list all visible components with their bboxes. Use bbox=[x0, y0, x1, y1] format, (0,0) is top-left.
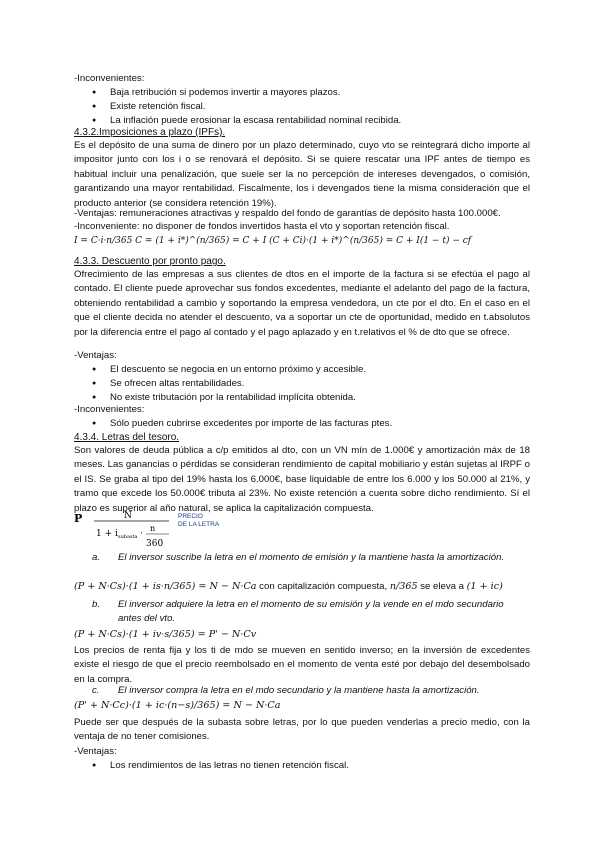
formula-exp: n bbox=[150, 524, 156, 533]
section-heading-432: 4.3.2.Imposiciones a plazo (IPFs). bbox=[74, 127, 226, 138]
formula-360: 360 bbox=[146, 539, 164, 549]
case-b bbox=[92, 598, 518, 626]
inconveniente-line: -Inconveniente: no disponer de fondos invertidos hasta el vto y soportan retención fiscal. bbox=[74, 221, 450, 232]
paragraph: Los precios de renta fija y los ti de mdo se mueven en sentido inverso; en la inversión de excedentes existe el riesgo de que el precio reembolsado en el momento de venta esté por debajo del desembolsado en la compra. bbox=[74, 645, 530, 685]
inconvenientes-title: -Inconvenientes: bbox=[74, 404, 145, 415]
formula-num: N bbox=[124, 511, 132, 521]
document-page: -Inconvenientes: Baja retribución si podemos invertir a mayores plazos. Existe retención fiscal. La inflación puede erosionar la escasa rentabilidad nominal recibida. 4.3.2.Imposiciones a plazo (IPFs). Es el depósito de una suma de dinero por un plazo determinado, cuyo vto se reintegrará dicho importe al impositor junto con los i o se renovará el depósito. Si se quiere rescatar una IPF antes de tiempo es habitual incluir una penalización, que suele ser la no percepción de intereses devengados, o comisión, garantizando una mayor rentabilidad. Fiscalmente, los i devengados tiene la misma consideración que el producto anterior (se considera retención 19%). -Ventajas: remuneraciones atractivas y respaldo del fondo de garantías de depósito hasta 100.000€. -Inconveniente: no disponer de fondos invertidos hasta el vto y soportan retención fiscal. I = C·i·n/365 C = (1 + i*)^(n/365) = C + I (C + Ci)·(1 + i*)^(n/365) = C + I(1 − t) − cf 4.3.3. Descuento por pronto pago. Ofrecimiento de las empresas a sus clientes de dtos en el importe de la factura si se efectúa el pago al contado. El cliente puede aprovechar sus fondos excedentes, mediante el adelanto del pago de la factura, obteniendo rentabilidad a cambio y soportando la empresa vendedora, un cte por el dto. En el caso en el que el cliente decida no atender el descuento, va a soportar un cte de oportunidad, medido en t.absolutos por la diferencia entre el pago al contado y el pago aplazado y en t.relativos el % de dto que se ofrece. -Ventajas: El descuento se negocia en un entorno próximo y accesible. Se ofrecen altas rentabilidades. No existe tributación por la rentabilidad implícita obtenida. -Inconvenientes: Sólo pueden cubrirse excedentes por importe de las facturas ptes. 4.3.4. Letras del tesoro. Son valores de deuda pública a c/p emitidos al dto, con un VN mín de 1.000€ y amortización máx de 18 meses. Las ganancias o pérdidas se consideran rendimiento de capital mobiliario y están sujetas al IRPF o el IS. Se graba al tipo del 19% hasta los 6.000€, base liquidable de entre los 6.000 y los 50.000 al 21%, y tramo que excede los 50.000€ tributa al 23%. No existe retención a cuenta sobre dicho rendimiento. Sí el plazo es superior al año natural, se aplica la capitalización compuesta. P N n 1 + i subasta · 360 PRECIO DE LA LETRA a. El inversor suscribe la letra en el momento de emisión y la mantiene hasta la amortización. (P + N·Cs)·(1 + is·n/365) = N − N·Ca con capitalización compuesta, n/365 se eleva a (1 + ic) b. El inversor adquiere la letra en el momento de su emisión y la vende en el mdo secundario antes del vto. (P + N·Cs)·(1 + iv·s/365) = P' − N·Cv Los precios de renta fija y los ti de mdo se mueven en sentido inverso; en la inversión de excedentes existe el riesgo de que el precio reembolsado en el momento de venta esté por debajo del desembolsado en la compra. c. El inversor compra la letra en el mdo secundario y la mantiene hasta la amortización. (P' + N·Cc)·(1 + ic·(n−s)/365) = N − N·Ca Puede ser que después de la subasta sobre letras, por lo que pueden venderlas a precio medio, con la ventaja de no tener comisiones. -Ventajas: Los rendimientos de las letras no tienen retención fiscal. bbox=[74, 73, 530, 771]
section-heading-433: 4.3.3. Descuento por pronto pago. bbox=[74, 256, 226, 267]
case-c-text: El inversor compra la letra en el mdo secundario y la mantiene hasta la amortización. bbox=[118, 685, 480, 696]
case-c-formula: (P' + N·Cc)·(1 + ic·(n−s)/365) = N − N·Ca bbox=[74, 700, 281, 711]
paragraph: Son valores de deuda pública a c/p emitidos al dto, con un VN mín de 1.000€ y amortización máx de 18 meses. Las ganancias o pérdidas se consideran rendimiento de capital mobiliario y están sujetas al IRPF o el IS. Se graba al tipo del 19% hasta los 6.000€, base liquidable de entre los 6.000 y los 50.000 al 21%, y tramo que excede los 50.000€ tributa al 23%. No existe retención a cuenta sobre dicho rendimiento. Sí el plazo es superior al año natural, se aplica la capitalización compuesta. bbox=[74, 445, 530, 514]
case-b-label: b. bbox=[92, 599, 101, 610]
case-a-text: El inversor suscribe la letra en el momento de emisión y la mantiene hasta la amortización. bbox=[118, 552, 505, 563]
svg-text:·: · bbox=[140, 529, 143, 539]
paragraph: Es el depósito de una suma de dinero por un plazo determinado, cuyo vto se reintegrará dicho importe al impositor junto con los i o se renovará el depósito. Si se quiere rescatar una IPF antes de tiempo es habitual incluir una penalización, que suele ser la no percepción de intereses devengados, o comisión, garantizando una mayor rentabilidad. Fiscalmente, los i devengados tiene la misma consideración que el producto anterior (se considera retención 19%). bbox=[74, 140, 530, 209]
formula-den-sub: subasta bbox=[118, 534, 138, 540]
ventajas-title: -Ventajas: bbox=[74, 350, 117, 361]
paragraph: Puede ser que después de la subasta sobre letras, por lo que pueden venderlas a precio medio, con la ventaja de no tener comisiones. bbox=[74, 717, 530, 743]
ventajas-title: -Ventajas: bbox=[74, 746, 117, 757]
formula-note-2: DE LA LETRA bbox=[178, 521, 220, 528]
case-a-label: a. bbox=[92, 552, 101, 563]
case-c bbox=[92, 684, 518, 698]
inconvenientes-title: -Inconvenientes: bbox=[74, 73, 145, 84]
case-c-label: c. bbox=[92, 685, 100, 696]
case-b-text: El inversor adquiere la letra en el momento de su emisión y la vende en el mdo secundario antes del vto. bbox=[118, 599, 504, 624]
case-b-formula: (P + N·Cs)·(1 + iv·s/365) = P' − N·Cv bbox=[74, 629, 257, 640]
formula-den: 1 + i bbox=[96, 529, 118, 539]
formula-note-1: PRECIO bbox=[178, 513, 203, 520]
case-a-formula-line: (P + N·Cs)·(1 + is·n/365) = N − N·Ca con capitalización compuesta, n/365 se eleva a (1 + ic) bbox=[74, 581, 503, 592]
formula-p: P bbox=[74, 512, 83, 525]
section-heading-434: 4.3.4. Letras del tesoro. bbox=[74, 432, 180, 443]
letra-price-formula-image bbox=[74, 509, 234, 551]
ventajas-line: -Ventajas: remuneraciones atractivas y respaldo del fondo de garantías de depósito hasta 100.000€. bbox=[74, 208, 501, 219]
case-a bbox=[92, 551, 518, 565]
paragraph: Ofrecimiento de las empresas a sus clientes de dtos en el importe de la factura si se efectúa el pago al contado. El cliente puede aprovechar sus fondos excedentes, mediante el adelanto del pago de la factura, obteniendo rentabilidad a cambio y soportando la empresa vendedora, un cte por el dto. En el caso en el que el cliente decida no atender el descuento, va a soportar un cte de oportunidad, medido en t.absolutos por la diferencia entre el pago al contado y el pago aplazado y en t.relativos el % de dto que se ofrece. bbox=[74, 269, 530, 338]
ipf-formula: I = C·i·n/365 C = (1 + i*)^(n/365) = C + I (C + Ci)·(1 + i*)^(n/365) = C + I(1 − t) − cf bbox=[74, 236, 472, 246]
